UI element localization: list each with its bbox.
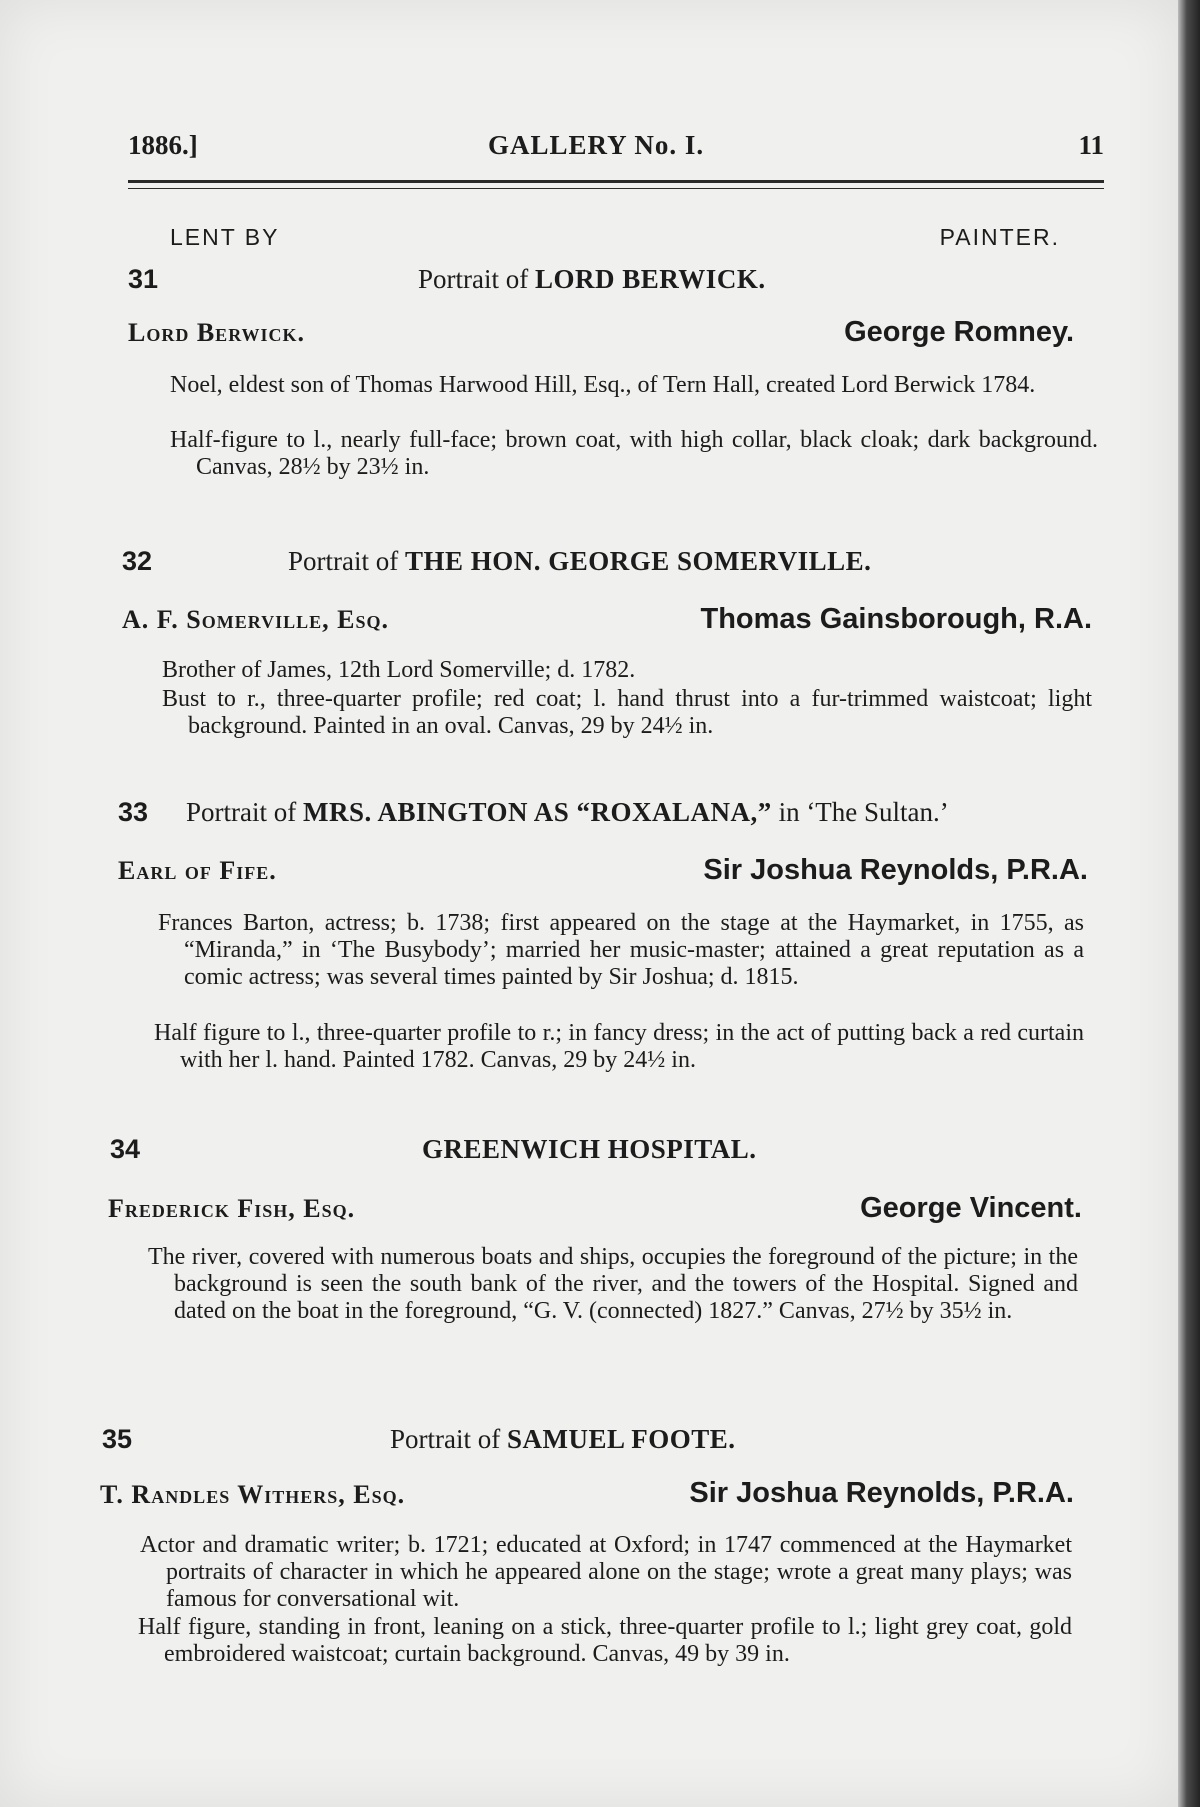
entry-title: Portrait of THE HON. GEORGE SOMERVILLE. bbox=[288, 546, 872, 576]
page-edge-shadow bbox=[1178, 0, 1200, 1807]
entry-lender: T. Randles Withers, Esq. bbox=[100, 1480, 406, 1509]
entry-lender: Earl of Fife. bbox=[118, 856, 277, 885]
entry-description: Actor and dramatic writer; b. 1721; educated at Oxford; in 1747 commenced at the Haymarket portraits of character in which he appeared alone on the stage; wrote a great many plays; was famous for conversational wit. bbox=[140, 1532, 1072, 1612]
entry-description: Brother of James, 12th Lord Somerville; d. 1782. bbox=[162, 657, 636, 683]
entry-number: 31 bbox=[128, 264, 159, 294]
column-head-lent-by: LENT BY bbox=[170, 224, 280, 250]
entry-title: GREENWICH HOSPITAL. bbox=[422, 1134, 757, 1164]
header-year: 1886.] bbox=[128, 130, 198, 160]
entry-details: Half figure to l., three-quarter profile to r.; in fancy dress; in the act of putting back a red curtain with her l. hand. Painted 1782. Canvas, 29 by 24½ in. bbox=[154, 1020, 1084, 1073]
entry-artist: Thomas Gainsborough, R.A. bbox=[700, 603, 1092, 635]
entry-artist: George Vincent. bbox=[860, 1192, 1082, 1224]
entry-lender: Frederick Fish, Esq. bbox=[108, 1194, 356, 1223]
entry-artist: Sir Joshua Reynolds, P.R.A. bbox=[703, 854, 1088, 886]
header-rule-thin bbox=[128, 188, 1104, 189]
entry-lender: A. F. Somerville, Esq. bbox=[122, 605, 389, 634]
entry-description: Noel, eldest son of Thomas Harwood Hill, Esq., of Tern Hall, created Lord Berwick 1784. bbox=[170, 372, 1036, 398]
entry-artist: Sir Joshua Reynolds, P.R.A. bbox=[689, 1477, 1074, 1509]
entry-lender: Lord Berwick. bbox=[128, 318, 306, 347]
entry-title: Portrait of MRS. ABINGTON AS “ROXALANA,” in ‘The Sultan.’ bbox=[186, 797, 949, 827]
entry-details: Bust to r., three-quarter profile; red coat; l. hand thrust into a fur-trimmed waistcoat; light background. Painted in an oval. Canvas, 29 by 24½ in. bbox=[162, 686, 1092, 739]
entry-number: 34 bbox=[110, 1134, 141, 1164]
header-gallery-title: GALLERY No. I. bbox=[488, 130, 705, 160]
entry-title: Portrait of SAMUEL FOOTE. bbox=[390, 1424, 736, 1454]
entry-details: Half-figure to l., nearly full-face; brown coat, with high collar, black cloak; dark background. Canvas, 28½ by 23½ in. bbox=[170, 427, 1098, 480]
entry-title: Portrait of LORD BERWICK. bbox=[418, 264, 766, 294]
running-header bbox=[128, 130, 1104, 166]
entry-number: 35 bbox=[102, 1424, 133, 1454]
header-rule-thick bbox=[128, 180, 1104, 183]
entry-artist: George Romney. bbox=[844, 316, 1074, 348]
entry-description: The river, covered with numerous boats and ships, occupies the foreground of the picture; in the background is seen the south bank of the river, and the towers of the Hospital. Signed and dated on the boat in the foreground, “G. V. (connected) 1827.” Canvas, 27½ by 35½ in. bbox=[148, 1244, 1078, 1324]
column-head-painter: PAINTER. bbox=[939, 224, 1060, 250]
entry-number: 32 bbox=[122, 546, 153, 576]
entry-number: 33 bbox=[118, 797, 149, 827]
entry-description: Frances Barton, actress; b. 1738; first appeared on the stage at the Haymarket, in 1755, as “Miranda,” in ‘The Busybody’; married her music-master; attained a great reputation as a comic actress; was several times painted by Sir Joshua; d. 1815. bbox=[158, 910, 1084, 990]
entry-details: Half figure, standing in front, leaning on a stick, three-quarter profile to l.; light grey coat, gold embroidered waistcoat; curtain background. Canvas, 49 by 39 in. bbox=[138, 1614, 1072, 1667]
page-number: 11 bbox=[1078, 130, 1104, 160]
